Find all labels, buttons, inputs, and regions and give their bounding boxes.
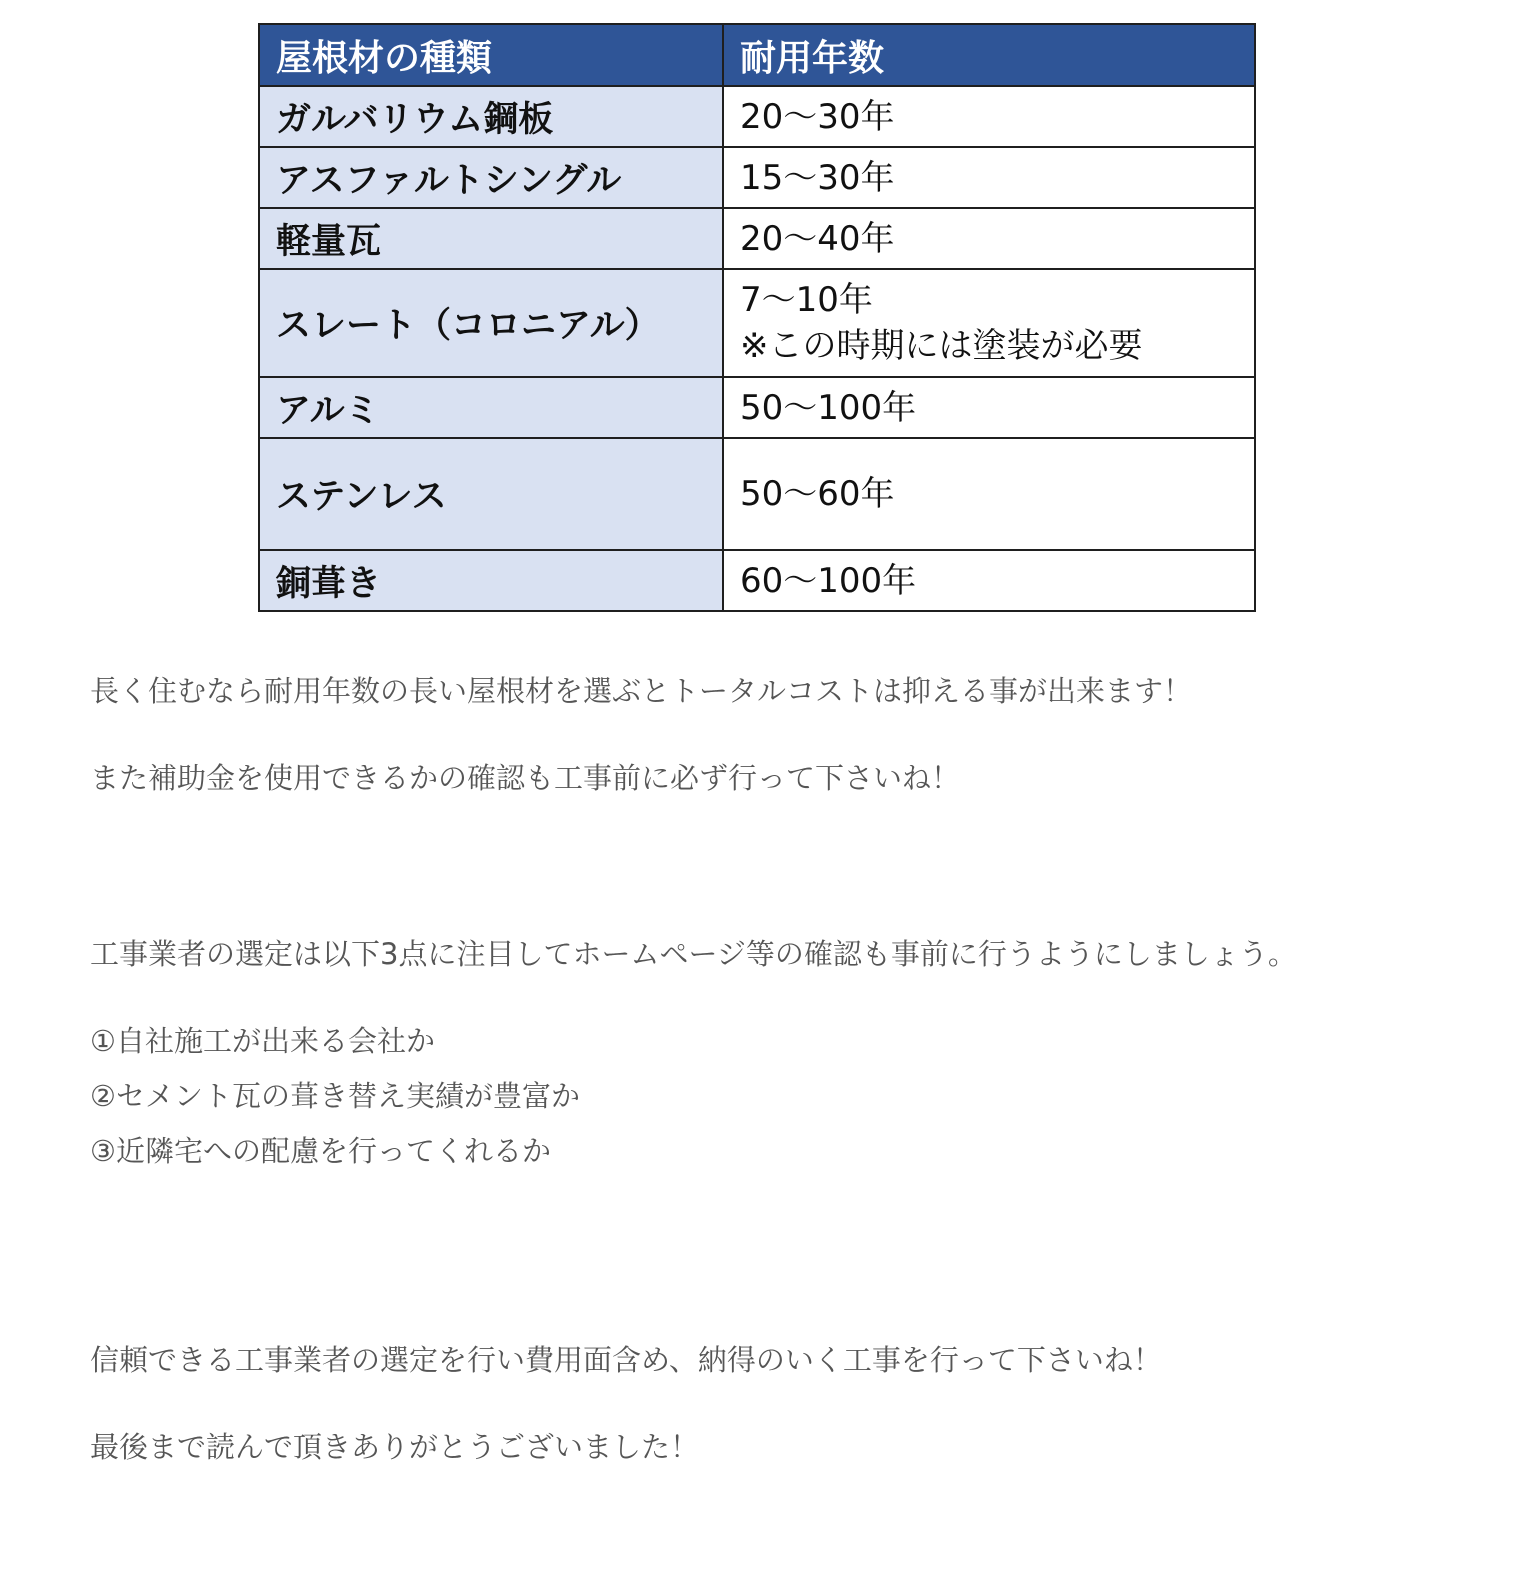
material-cell: 銅葺き (259, 550, 723, 611)
lifespan-cell: 60〜100年 (723, 550, 1255, 611)
list-item: ③近隣宅への配慮を行ってくれるか (90, 1134, 551, 1168)
material-cell: 軽量瓦 (259, 208, 723, 269)
lifespan-cell: 15〜30年 (723, 147, 1255, 208)
lifespan-cell: 50〜60年 (723, 438, 1255, 550)
table-row (259, 377, 1255, 438)
table-row (259, 208, 1255, 269)
table-row (259, 269, 1255, 377)
lifespan-cell: 20〜40年 (723, 208, 1255, 269)
paragraph-total-cost: 長く住むなら耐用年数の長い屋根材を選ぶとトータルコストは抑える事が出来ます！ (90, 674, 1193, 708)
table-row (259, 438, 1255, 550)
table-row (259, 86, 1255, 147)
header-material-type: 屋根材の種類 (259, 24, 723, 86)
material-cell: アスファルトシングル (259, 147, 723, 208)
lifespan-cell: 20〜30年 (723, 86, 1255, 147)
lifespan-value: 7〜10年 (740, 280, 873, 320)
table-row (259, 147, 1255, 208)
lifespan-cell (723, 269, 1255, 377)
material-cell: ステンレス (259, 438, 723, 550)
table-row (259, 550, 1255, 611)
contractor-checklist (90, 1021, 580, 1186)
paragraph-contractor-selection: 工事業者の選定は以下3点に注目してホームページ等の確認も事前に行うようにしましょう。 (90, 937, 1297, 971)
lifespan-note: ※この時期には塗装が必要 (740, 326, 1143, 366)
material-cell: ガルバリウム鋼板 (259, 86, 723, 147)
paragraph-closing: 信頼できる工事業者の選定を行い費用面含め、納得のいく工事を行って下さいね！ (90, 1343, 1162, 1377)
lifespan-cell: 50〜100年 (723, 377, 1255, 438)
material-cell: アルミ (259, 377, 723, 438)
paragraph-thanks: 最後まで読んで頂きありがとうございました！ (90, 1430, 700, 1464)
list-item: ①自社施工が出来る会社か (90, 1024, 435, 1058)
roof-lifespan-table-wrapper (258, 23, 1254, 612)
table-header-row (259, 24, 1255, 86)
paragraph-subsidy: また補助金を使用できるかの確認も工事前に必ず行って下さいね！ (90, 761, 961, 795)
header-lifespan: 耐用年数 (723, 24, 1255, 86)
list-item: ②セメント瓦の葺き替え実績が豊富か (90, 1079, 580, 1113)
roof-lifespan-table (258, 23, 1256, 612)
material-cell: スレート（コロニアル） (259, 269, 723, 377)
